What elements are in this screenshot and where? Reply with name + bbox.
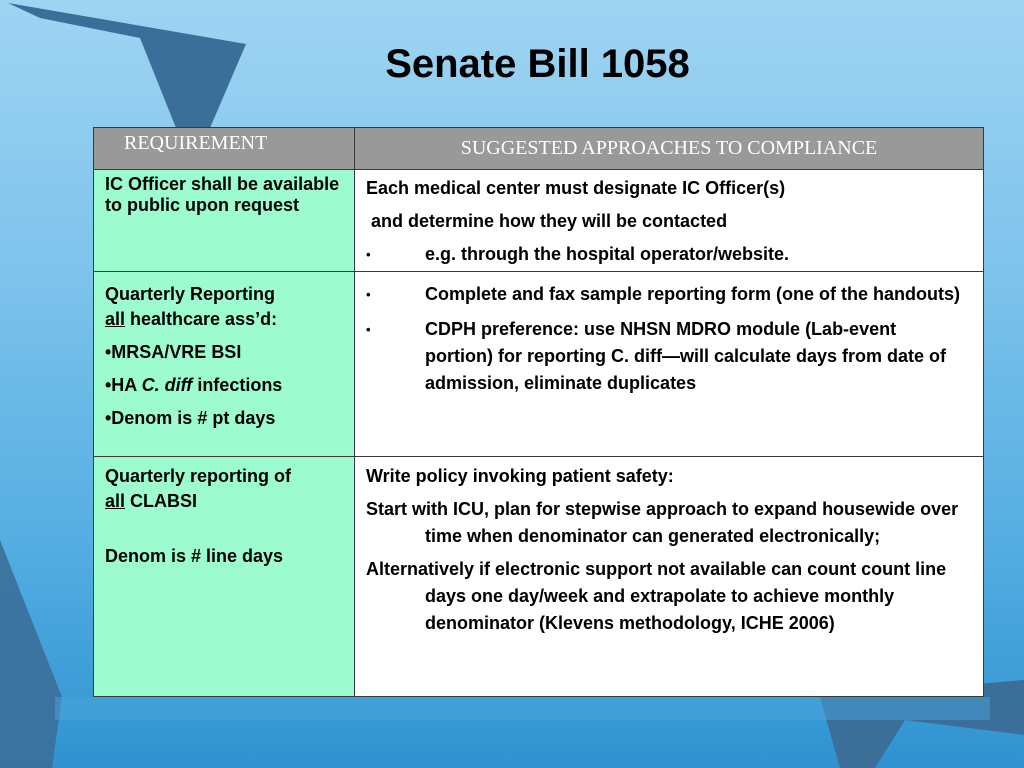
approaches-cell <box>355 457 984 697</box>
requirement-line: Quarterly reporting of <box>105 466 292 486</box>
requirement-line <box>105 489 344 514</box>
requirements-table <box>93 127 984 697</box>
table-row <box>94 170 984 272</box>
requirement-line-rest: healthcare ass’d: <box>125 309 278 329</box>
approach-bullet <box>366 316 969 397</box>
approach-line: Complete and fax sample reporting form (one of the handouts) <box>425 284 961 304</box>
requirement-line: Quarterly Reporting <box>105 284 276 304</box>
requirement-line: Denom is # line days <box>105 546 284 566</box>
bottom-band <box>55 697 990 720</box>
requirement-text: IC Officer shall be available to public upon request <box>105 174 340 215</box>
slide-title: Senate Bill 1058 <box>385 42 690 86</box>
requirement-line <box>105 307 344 332</box>
underlined-all: all <box>105 491 126 511</box>
approach-line: CDPH preference: use NHSN MDRO module (Lab-event portion) for reporting C. diff—will calculate days from date of admission, eliminate duplicates <box>425 319 947 393</box>
approaches-cell <box>355 272 984 457</box>
approach-line: Write policy invoking patient safety: <box>366 466 674 486</box>
requirement-bullet: •MRSA/VRE BSI <box>105 342 242 362</box>
table-row <box>94 272 984 457</box>
underlined-all: all <box>105 309 126 329</box>
requirement-cell <box>94 457 355 697</box>
approach-line: Alternatively if electronic support not available can count count line days one day/week and extrapolate to achieve monthly denominator (Klevens methodology, ICHE 2006) <box>366 559 947 633</box>
approach-line: e.g. through the hospital operator/website. <box>425 244 790 264</box>
left-edge-shape <box>0 540 62 768</box>
bullet-icon: • <box>366 287 371 302</box>
requirement-bullet: •Denom is # pt days <box>105 408 276 428</box>
requirement-cell <box>94 170 355 272</box>
table-header-row <box>94 128 984 170</box>
table-row <box>94 457 984 697</box>
bullet-icon: • <box>366 322 371 337</box>
requirement-cell <box>94 272 355 457</box>
requirement-line-rest: CLABSI <box>125 491 198 511</box>
approach-line: Start with ICU, plan for stepwise approach to expand housewide over time when denominator can generated electronically; <box>366 499 959 546</box>
bullet-icon: • <box>366 247 371 262</box>
header-approaches: SUGGESTED APPROACHES TO COMPLIANCE <box>355 128 984 170</box>
header-requirement: REQUIREMENT <box>94 128 355 170</box>
bullet-rest: infections <box>192 375 283 395</box>
approach-line: Each medical center must designate IC Officer(s) <box>366 178 786 198</box>
bullet-prefix: •HA <box>105 375 142 395</box>
requirement-bullet <box>105 373 344 398</box>
approach-bullet <box>366 281 969 308</box>
approaches-cell <box>355 170 984 272</box>
italic-term: C. diff <box>141 375 193 395</box>
approach-line: and determine how they will be contacted <box>371 211 728 231</box>
approach-bullet <box>366 238 969 271</box>
